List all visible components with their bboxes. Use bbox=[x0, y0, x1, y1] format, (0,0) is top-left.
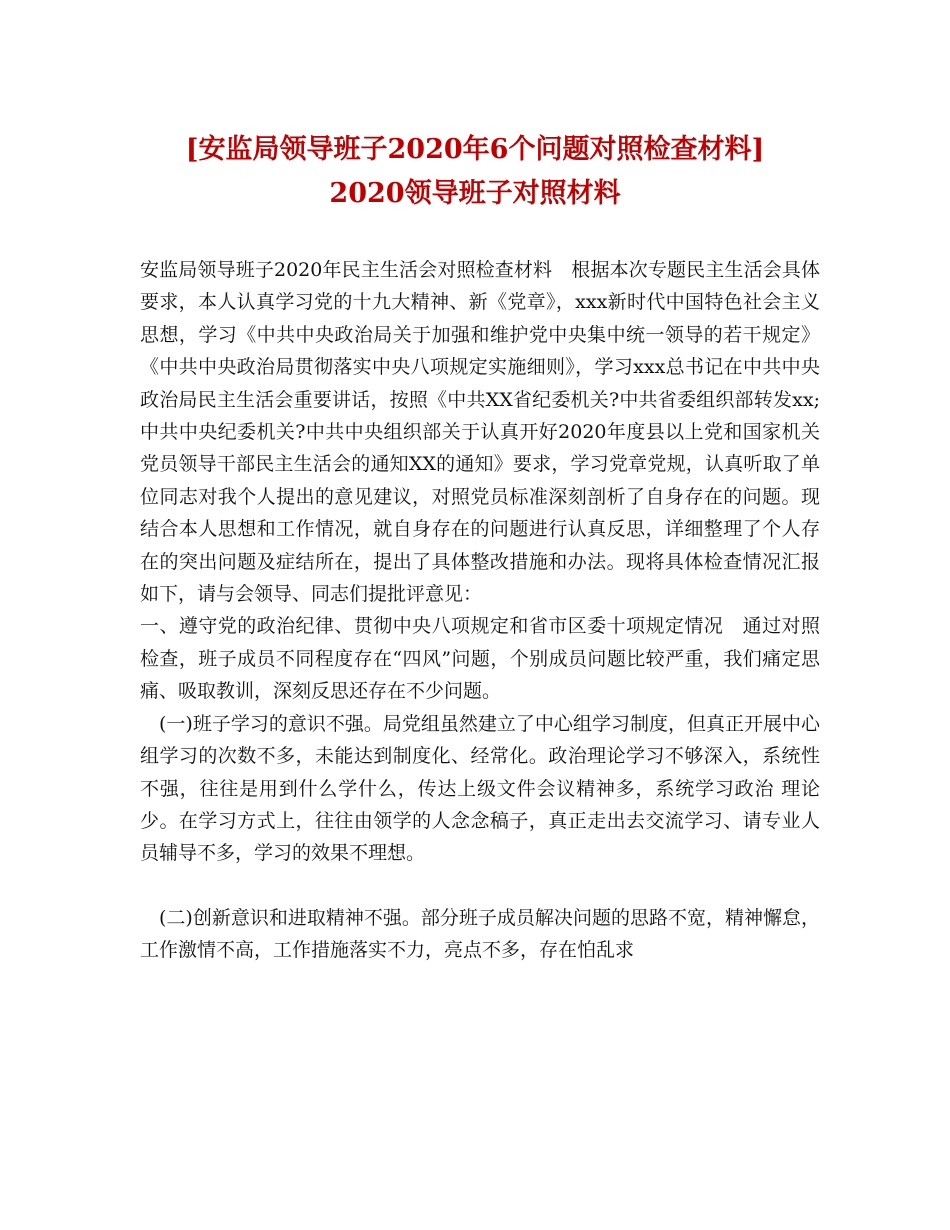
paragraph-gap bbox=[140, 870, 820, 902]
document-title bbox=[0, 128, 950, 216]
paragraph-item-one: (一)班子学习的意识不强。局党组虽然建立了中心组学习制度，但真正开展中心组学习的次数不多，未能达到制度化、经常化。政治理论学习不够深入，系统性不强，往往是用到什么学什么，传达上级文件会议精神多，系统学习政治 理论少。在学习方式上，往往由领学的人念念稿子，真正走出去交流学习、请专业人员辅导不多，学习的效果不理想。 bbox=[140, 712, 820, 865]
title-line-1: [安监局领导班子2020年6个问题对照检查材料] bbox=[185, 134, 765, 165]
title-line-2: 2020领导班子对照材料 bbox=[329, 178, 621, 209]
paragraph-intro: 安监局领导班子2020年民主生活会对照检查材料 根据本次专题民主生活会具体要求，本人认真学习党的十九大精神、新《党章》，xxx新时代中国特色社会主义思想，学习《中共中央政治局关于加强和维护党中央集中统一领导的若干规定》《中共中央政治局贯彻落实中央八项规定实施细则》，学习xxx总书记在中共中央政治局民主生活会重要讲话，按照《中共XX省纪委机关?中共省委组织部转发xx;中共中央纪委机关?中共中央组织部关于认真开好2020年度县以上党和国家机关党员领导干部民主生活会的通知XX的通知》要求，学习党章党规，认真听取了单位同志对我个人提出的意见建议，对照党员标准深刻剖析了自身存在的问题。现结合本人思想和工作情况，就自身存在的问题进行认真反思，详细整理了个人存在的突出问题及症结所在，提出了具体整改措施和办法。现将具体检查情况汇报如下，请与会领导、同志们提批评意见： bbox=[140, 259, 820, 606]
paragraph-item-two: (二)创新意识和进取精神不强。部分班子成员解决问题的思路不宽，精神懈怠，工作激情不高，工作措施落实不力，亮点不多，存在怕乱求 bbox=[140, 906, 820, 962]
document-body bbox=[140, 254, 820, 967]
paragraph-section-one: 一、遵守党的政治纪律、贯彻中央八项规定和省市区委十项规定情况 通过对照检查，班子成员不同程度存在“四风”问题，个别成员问题比较严重，我们痛定思痛、吸取教训，深刻反思还存在不少问题。 bbox=[140, 615, 820, 703]
